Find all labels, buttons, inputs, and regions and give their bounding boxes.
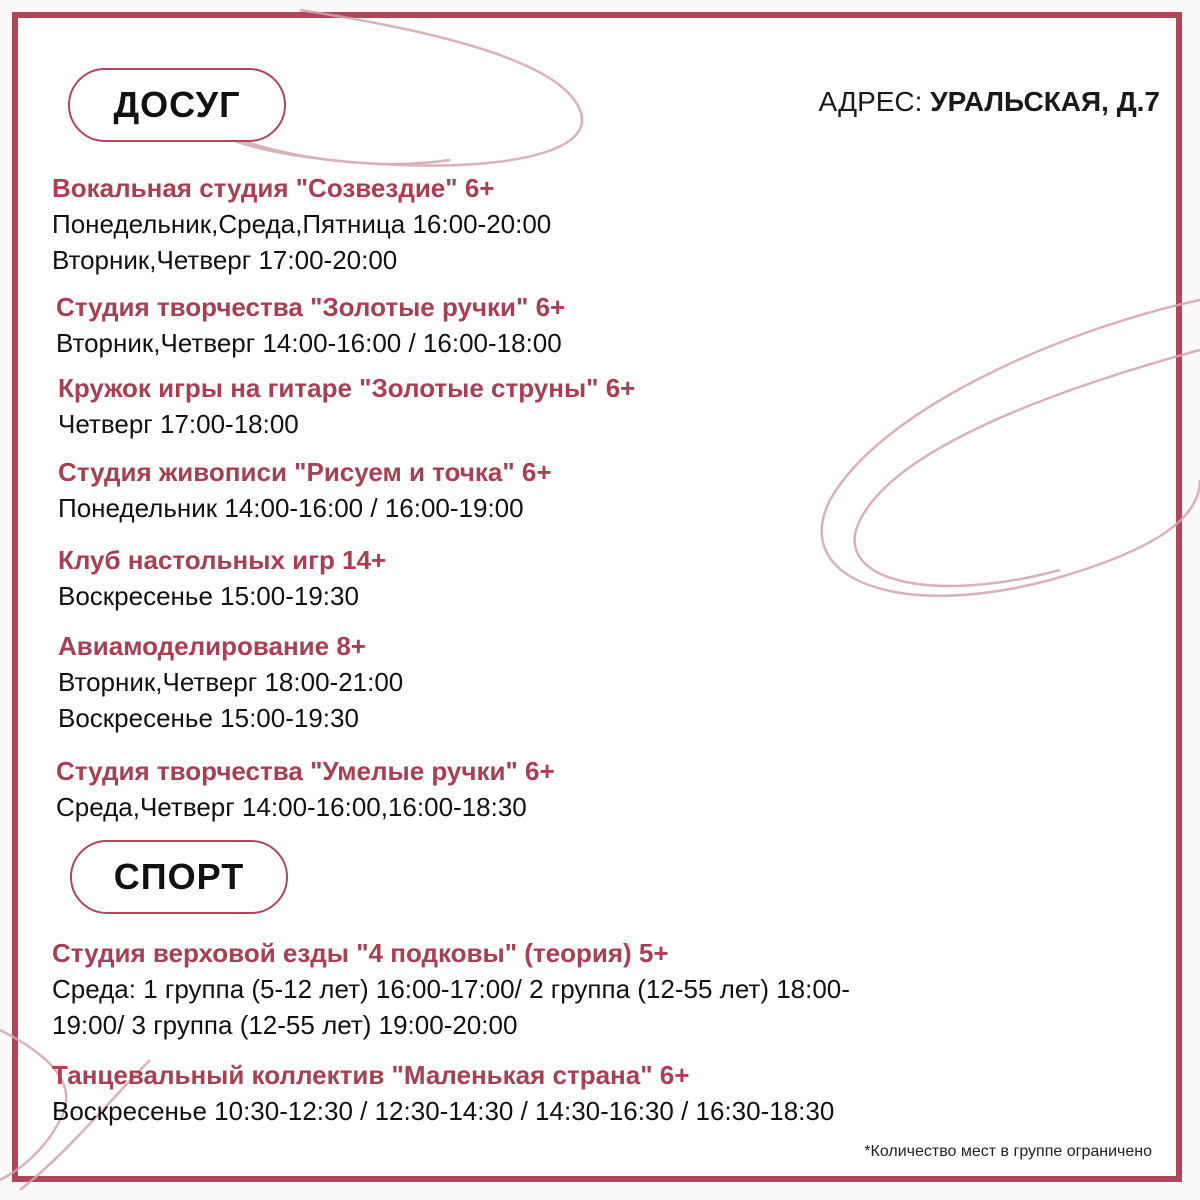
address-value: УРАЛЬСКАЯ, Д.7 bbox=[930, 86, 1160, 117]
activity-title: Авиамоделирование 8+ bbox=[58, 631, 366, 661]
schedule-line: Воскресенье 15:00-19:30 bbox=[58, 703, 359, 733]
schedule-line: Вторник,Четверг 14:00-16:00 / 16:00-18:00 bbox=[56, 328, 562, 358]
schedule-line: Среда,Четверг 14:00-16:00,16:00-18:30 bbox=[56, 792, 527, 822]
schedule-line: Вторник,Четверг 18:00-21:00 bbox=[58, 667, 404, 697]
section-heading-leisure: ДОСУГ bbox=[113, 84, 241, 125]
schedule-line: Понедельник 14:00-16:00 / 16:00-19:00 bbox=[58, 493, 524, 523]
schedule-line: Воскресенье 15:00-19:30 bbox=[58, 581, 359, 611]
activity-title: Клуб настольных игр 14+ bbox=[58, 545, 387, 575]
section-heading-sport: СПОРТ bbox=[113, 856, 245, 897]
list-item bbox=[56, 289, 565, 361]
list-item bbox=[56, 753, 555, 825]
address bbox=[819, 86, 1161, 118]
list-item bbox=[58, 628, 403, 736]
activity-title: Студия творчества "Умелые ручки" 6+ bbox=[56, 756, 555, 786]
schedule-line: Среда: 1 группа (5-12 лет) 16:00-17:00/ 2 группа (12-55 лет) 18:00- bbox=[52, 974, 850, 1004]
list-item bbox=[58, 454, 552, 526]
activity-title: Кружок игры на гитаре "Золотые струны" 6+ bbox=[58, 373, 636, 403]
activity-title: Танцевальный коллектив "Маленькая страна" 6+ bbox=[52, 1060, 690, 1090]
activity-title: Студия живописи "Рисуем и точка" 6+ bbox=[58, 457, 552, 487]
schedule-line: Понедельник,Среда,Пятница 16:00-20:00 bbox=[52, 209, 552, 239]
schedule-line: Вторник,Четверг 17:00-20:00 bbox=[52, 245, 398, 275]
list-item bbox=[52, 1057, 834, 1129]
section-pill-sport bbox=[70, 840, 288, 914]
footnote: *Количество мест в группе ограничено bbox=[864, 1143, 1152, 1160]
schedule-line: Воскресенье 10:30-12:30 / 12:30-14:30 / 14:30-16:30 / 16:30-18:30 bbox=[52, 1096, 835, 1126]
list-item bbox=[52, 935, 850, 1043]
activity-title: Студия верховой езды "4 подковы" (теория) 5+ bbox=[52, 938, 669, 968]
address-label: АДРЕС: bbox=[818, 86, 923, 117]
list-item bbox=[58, 370, 635, 442]
schedule-line: Четверг 17:00-18:00 bbox=[58, 409, 299, 439]
activity-title: Вокальная студия "Созвездие" 6+ bbox=[52, 173, 495, 203]
list-item bbox=[58, 542, 386, 614]
schedule-line: 19:00/ 3 группа (12-55 лет) 19:00-20:00 bbox=[52, 1010, 518, 1040]
section-pill-leisure bbox=[68, 68, 286, 142]
activity-title: Студия творчества "Золотые ручки" 6+ bbox=[56, 292, 566, 322]
list-item bbox=[52, 170, 551, 278]
